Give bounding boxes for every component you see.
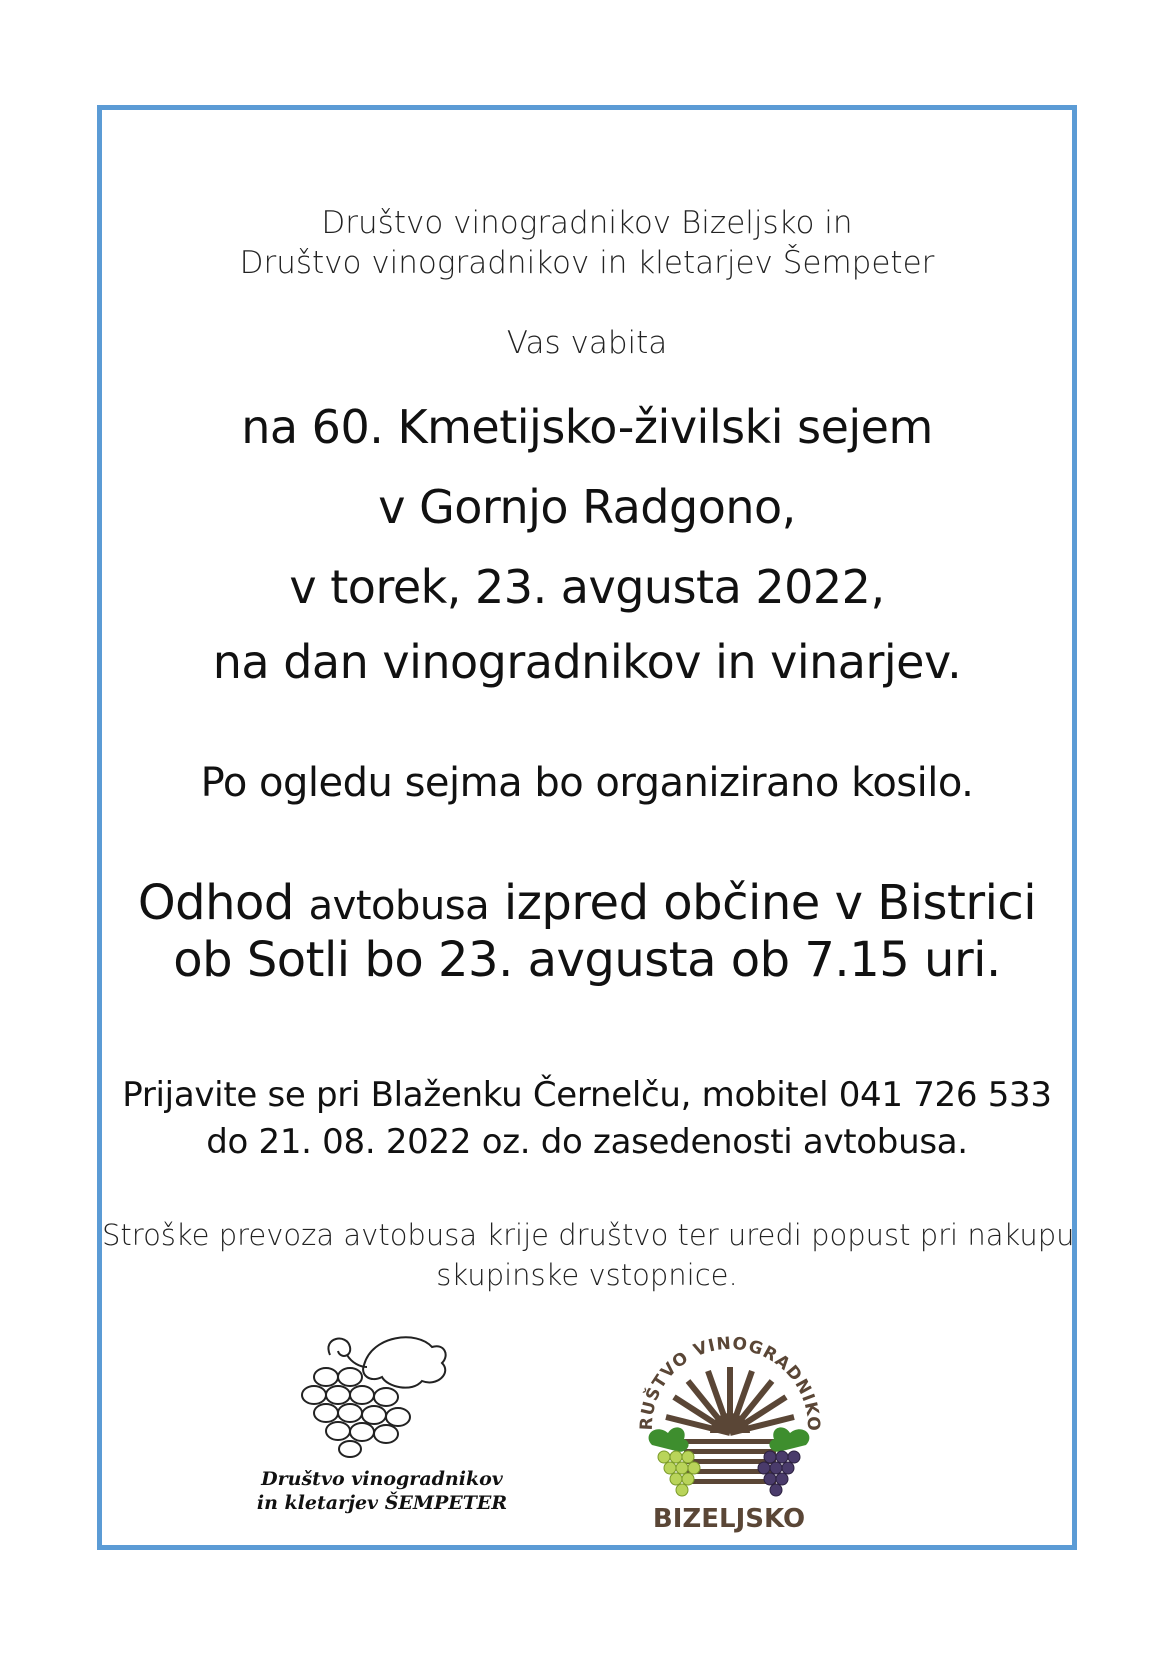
departure-word-2: avtobusa	[308, 883, 490, 929]
invitation-frame	[97, 105, 1077, 1550]
bizeljsko-arc-text: RUŠTVO VINOGRADNIKO	[636, 1333, 824, 1432]
sempeter-logo	[252, 1325, 512, 1515]
sempeter-logo-line-1: Društvo vinogradnikov	[261, 1468, 503, 1490]
departure-line-1	[102, 875, 1072, 931]
event-line-2: v Gornjo Radgono,	[378, 480, 796, 534]
organizer-line-1: Društvo vinogradnikov Bizeljsko in	[321, 205, 853, 241]
event-line-3: v torek, 23. avgusta 2022,	[289, 560, 885, 614]
event-line-1: na 60. Kmetijsko-živilski sejem	[241, 400, 933, 454]
grapes-icon	[252, 1325, 512, 1460]
departure-rest: izpred občine v Bistrici	[503, 875, 1037, 931]
event-line-4: na dan vinogradnikov in vinarjev.	[212, 635, 962, 689]
registration-line-2: do 21. 08. 2022 oz. do zasedenosti avtobusa.	[206, 1122, 968, 1162]
bizeljsko-bottom-text: BIZELJSKO	[652, 1504, 806, 1534]
invite-text: Vas vabita	[506, 325, 668, 361]
organizer-line-2: Društvo vinogradnikov in kletarjev Šempeter	[239, 245, 935, 281]
sempeter-logo-line-2: in kletarjev ŠEMPETER	[256, 1492, 508, 1514]
sunrise-grapes-icon	[624, 1315, 834, 1540]
departure-word-1: Odhod	[137, 875, 294, 931]
lunch-text: Po ogledu sejma bo organizirano kosilo.	[200, 760, 974, 806]
costs-line-2: skupinske vstopnice.	[436, 1258, 738, 1292]
registration-line-1: Prijavite se pri Blaženku Černelču, mobitel 041 726 533	[122, 1075, 1052, 1115]
bizeljsko-logo	[624, 1315, 834, 1540]
departure-line-2: ob Sotli bo 23. avgusta ob 7.15 uri.	[173, 932, 1001, 988]
costs-line-1: Stroške prevoza avtobusa krije društvo ter uredi popust pri nakupu	[102, 1218, 1075, 1252]
